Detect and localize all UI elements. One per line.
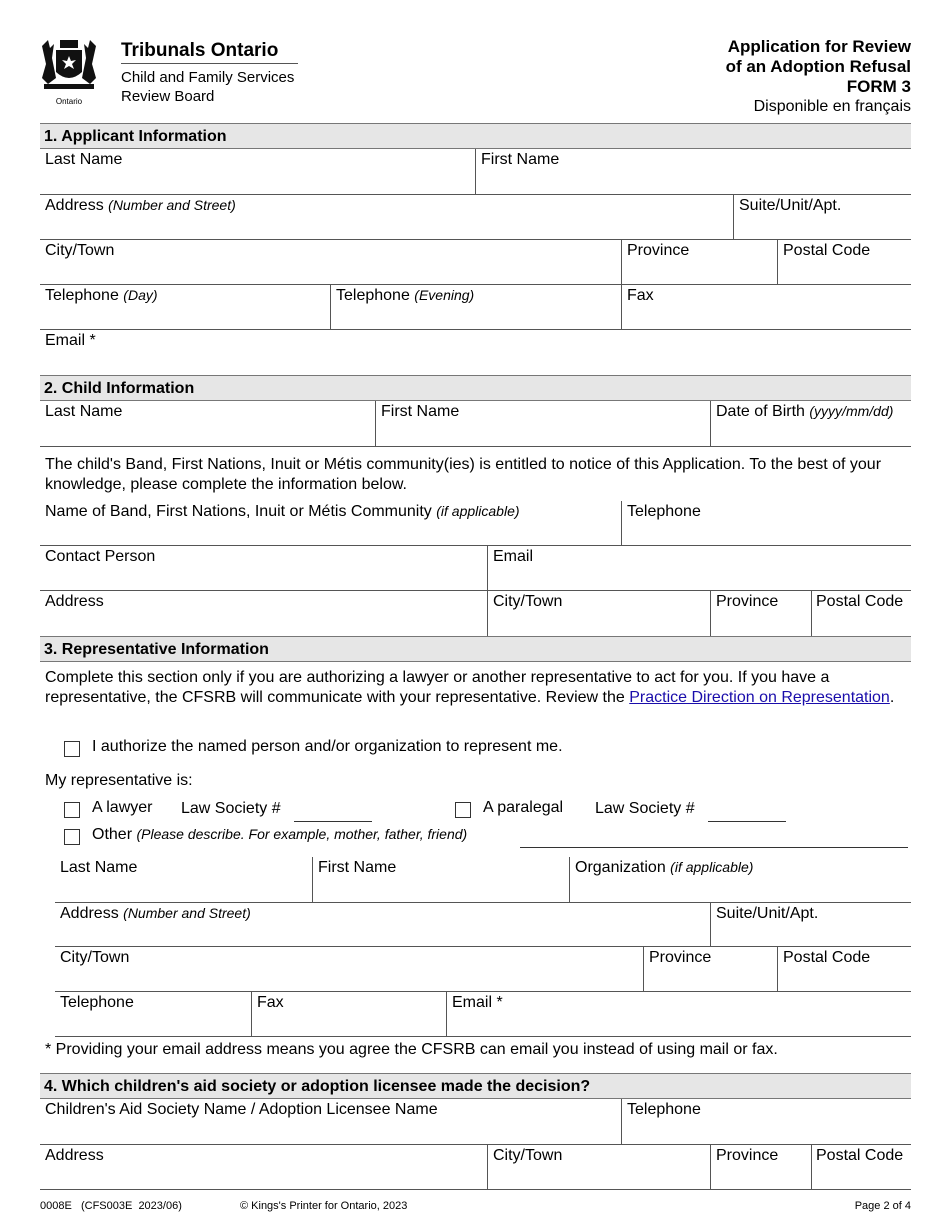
paralegal-label: A paralegal xyxy=(483,799,564,816)
applicant-tel-evening-label: Telephone xyxy=(336,287,410,304)
rep-province-field[interactable] xyxy=(643,947,777,992)
other-description-input[interactable] xyxy=(520,829,908,848)
rep-last-name-field[interactable] xyxy=(55,857,312,903)
lawyer-law-society-label: Law Society # xyxy=(181,800,281,817)
applicant-last-name-field[interactable] xyxy=(40,149,475,195)
rep-fax-label: Fax xyxy=(257,994,284,1011)
rep-postal-field[interactable] xyxy=(777,947,911,992)
rep-postal-label: Postal Code xyxy=(783,949,871,966)
logo-text: Ontario xyxy=(55,97,83,106)
ontario-logo xyxy=(38,38,100,104)
paralegal-law-society-label: Law Society # xyxy=(595,800,695,817)
applicant-postal-field[interactable] xyxy=(777,240,911,285)
agency-province-field[interactable] xyxy=(710,1145,811,1190)
applicant-city-field[interactable] xyxy=(40,240,621,285)
band-name-label: Name of Band, First Nations, Inuit or Métis Community xyxy=(45,503,432,520)
rep-first-name-field[interactable] xyxy=(312,857,569,903)
header-divider xyxy=(121,63,298,64)
applicant-postal-label: Postal Code xyxy=(783,242,871,259)
section-3-header: 3. Representative Information xyxy=(40,636,911,662)
lawyer-label: A lawyer xyxy=(92,799,153,816)
form-title-line1: Application for Review xyxy=(727,37,911,56)
band-contact-field[interactable] xyxy=(40,546,487,591)
child-dob-field[interactable] xyxy=(710,401,911,447)
rep-city-field[interactable] xyxy=(55,947,643,992)
rep-organization-field[interactable] xyxy=(569,857,911,903)
child-last-name-field[interactable] xyxy=(40,401,375,447)
rep-address-label: Address xyxy=(60,905,119,922)
applicant-province-field[interactable] xyxy=(621,240,777,285)
applicant-suite-label: Suite/Unit/Apt. xyxy=(739,197,842,214)
applicant-fax-field[interactable] xyxy=(621,285,911,330)
form-number: FORM 3 xyxy=(846,77,911,96)
board-name xyxy=(121,68,294,106)
rep-first-name-label: First Name xyxy=(318,859,397,876)
french-availability: Disponible en français xyxy=(753,98,911,115)
lawyer-law-society-input[interactable] xyxy=(294,803,372,822)
agency-telephone-label: Telephone xyxy=(627,1101,701,1118)
practice-direction-link[interactable]: Practice Direction on Representation xyxy=(629,689,890,706)
form-title-line2: of an Adoption Refusal xyxy=(725,57,911,76)
applicant-last-name-label: Last Name xyxy=(45,151,123,168)
form-code: 0008E (CFS003E 2023/06) xyxy=(40,1200,182,1212)
agency-name-label: Children's Aid Society Name / Adoption Licensee Name xyxy=(45,1101,438,1118)
band-postal-field[interactable] xyxy=(811,591,911,636)
applicant-province-label: Province xyxy=(627,242,690,259)
rep-email-field[interactable] xyxy=(446,992,911,1037)
applicant-first-name-field[interactable] xyxy=(475,149,911,195)
child-last-name-label: Last Name xyxy=(45,403,123,420)
dob-hint: (yyyy/mm/dd) xyxy=(809,403,894,419)
org-name: Tribunals Ontario xyxy=(121,40,279,61)
applicant-email-label: Email * xyxy=(45,332,96,349)
band-address-label: Address xyxy=(45,593,104,610)
band-contact-label: Contact Person xyxy=(45,548,156,565)
applicant-address-field[interactable] xyxy=(40,195,733,240)
applicant-tel-evening-field[interactable] xyxy=(330,285,621,330)
child-first-name-field[interactable] xyxy=(375,401,710,447)
authorize-checkbox[interactable] xyxy=(64,741,80,757)
band-name-field[interactable] xyxy=(40,501,621,546)
band-name-hint: (if applicable) xyxy=(436,503,520,519)
band-telephone-label: Telephone xyxy=(627,503,701,520)
band-email-label: Email xyxy=(493,548,534,565)
rep-city-label: City/Town xyxy=(60,949,130,966)
tel-day-hint: (Day) xyxy=(123,287,158,303)
agency-city-field[interactable] xyxy=(487,1145,710,1190)
agency-postal-label: Postal Code xyxy=(816,1147,904,1164)
agency-city-label: City/Town xyxy=(493,1147,563,1164)
form-title-block xyxy=(511,37,911,117)
rep-suite-label: Suite/Unit/Apt. xyxy=(716,905,819,922)
band-address-field[interactable] xyxy=(40,591,487,636)
section-1-header: 1. Applicant Information xyxy=(40,123,911,149)
band-province-field[interactable] xyxy=(710,591,811,636)
band-email-field[interactable] xyxy=(487,546,911,591)
agency-address-label: Address xyxy=(45,1147,104,1164)
rep-organization-label: Organization xyxy=(575,859,666,876)
rep-suite-field[interactable] xyxy=(710,903,911,947)
representative-intro: Complete this section only if you are authorizing a lawyer or another representative to act for you. If you have a representative, the CFSRB will communicate with your representative. Review the Practice Direction on Representation. xyxy=(45,669,895,706)
band-province-label: Province xyxy=(716,593,779,610)
agency-address-field[interactable] xyxy=(40,1145,487,1190)
section-2-header: 2. Child Information xyxy=(40,375,911,401)
applicant-first-name-label: First Name xyxy=(481,151,560,168)
tel-evening-hint: (Evening) xyxy=(414,287,475,303)
authorize-label: I authorize the named person and/or organization to represent me. xyxy=(92,738,563,755)
child-dob-label: Date of Birth xyxy=(716,403,805,420)
applicant-suite-field[interactable] xyxy=(733,195,911,240)
other-checkbox[interactable] xyxy=(64,829,80,845)
agency-telephone-field[interactable] xyxy=(621,1099,911,1145)
paralegal-checkbox[interactable] xyxy=(455,802,471,818)
paralegal-law-society-input[interactable] xyxy=(708,803,786,822)
section-4-header: 4. Which children's aid society or adoption licensee made the decision? xyxy=(40,1073,911,1099)
band-city-label: City/Town xyxy=(493,593,563,610)
applicant-address-hint: (Number and Street) xyxy=(108,197,236,213)
band-notice-text: The child's Band, First Nations, Inuit or Métis community(ies) is entitled to notice of this Application. To the best of your knowledge, please complete the information below. xyxy=(45,456,882,493)
rep-organization-hint: (if applicable) xyxy=(670,859,754,875)
other-label xyxy=(92,826,467,844)
applicant-fax-label: Fax xyxy=(627,287,654,304)
rep-address-hint: (Number and Street) xyxy=(123,905,251,921)
band-city-field[interactable] xyxy=(487,591,710,636)
rep-fax-field[interactable] xyxy=(251,992,446,1037)
agency-name-field[interactable] xyxy=(40,1099,621,1145)
applicant-tel-day-label: Telephone xyxy=(45,287,119,304)
other-label-text: Other xyxy=(92,826,133,843)
band-postal-label: Postal Code xyxy=(816,593,904,610)
email-consent-note: * Providing your email address means you agree the CFSRB can email you instead of using mail or fax. xyxy=(45,1041,778,1058)
board-line1: Child and Family Services xyxy=(121,69,295,86)
child-first-name-label: First Name xyxy=(381,403,460,420)
page-number: Page 2 of 4 xyxy=(854,1200,911,1212)
rep-address-field[interactable] xyxy=(55,903,710,947)
rep-last-name-label: Last Name xyxy=(60,859,138,876)
agency-province-label: Province xyxy=(716,1147,779,1164)
applicant-address-label: Address xyxy=(45,197,104,214)
my-representative-label: My representative is: xyxy=(45,772,193,789)
applicant-email-field[interactable] xyxy=(40,330,911,374)
band-telephone-field[interactable] xyxy=(621,501,911,546)
other-hint: (Please describe. For example, mother, father, friend) xyxy=(136,826,468,842)
board-line2: Review Board xyxy=(121,88,215,105)
lawyer-checkbox[interactable] xyxy=(64,802,80,818)
rep-province-label: Province xyxy=(649,949,712,966)
agency-postal-field[interactable] xyxy=(811,1145,911,1190)
copyright: © Kings's Printer for Ontario, 2023 xyxy=(240,1200,408,1212)
applicant-city-label: City/Town xyxy=(45,242,115,259)
coat-of-arms-icon xyxy=(38,38,100,94)
rep-telephone-label: Telephone xyxy=(60,994,134,1011)
rep-email-label: Email * xyxy=(452,994,503,1011)
applicant-tel-day-field[interactable] xyxy=(40,285,330,330)
representative-intro-text: Complete this section only if you are authorizing a lawyer or another representative to act for you. If you have a representative, the CFSRB will communicate with your representative. Review the xyxy=(45,669,830,706)
rep-telephone-field[interactable] xyxy=(55,992,251,1037)
